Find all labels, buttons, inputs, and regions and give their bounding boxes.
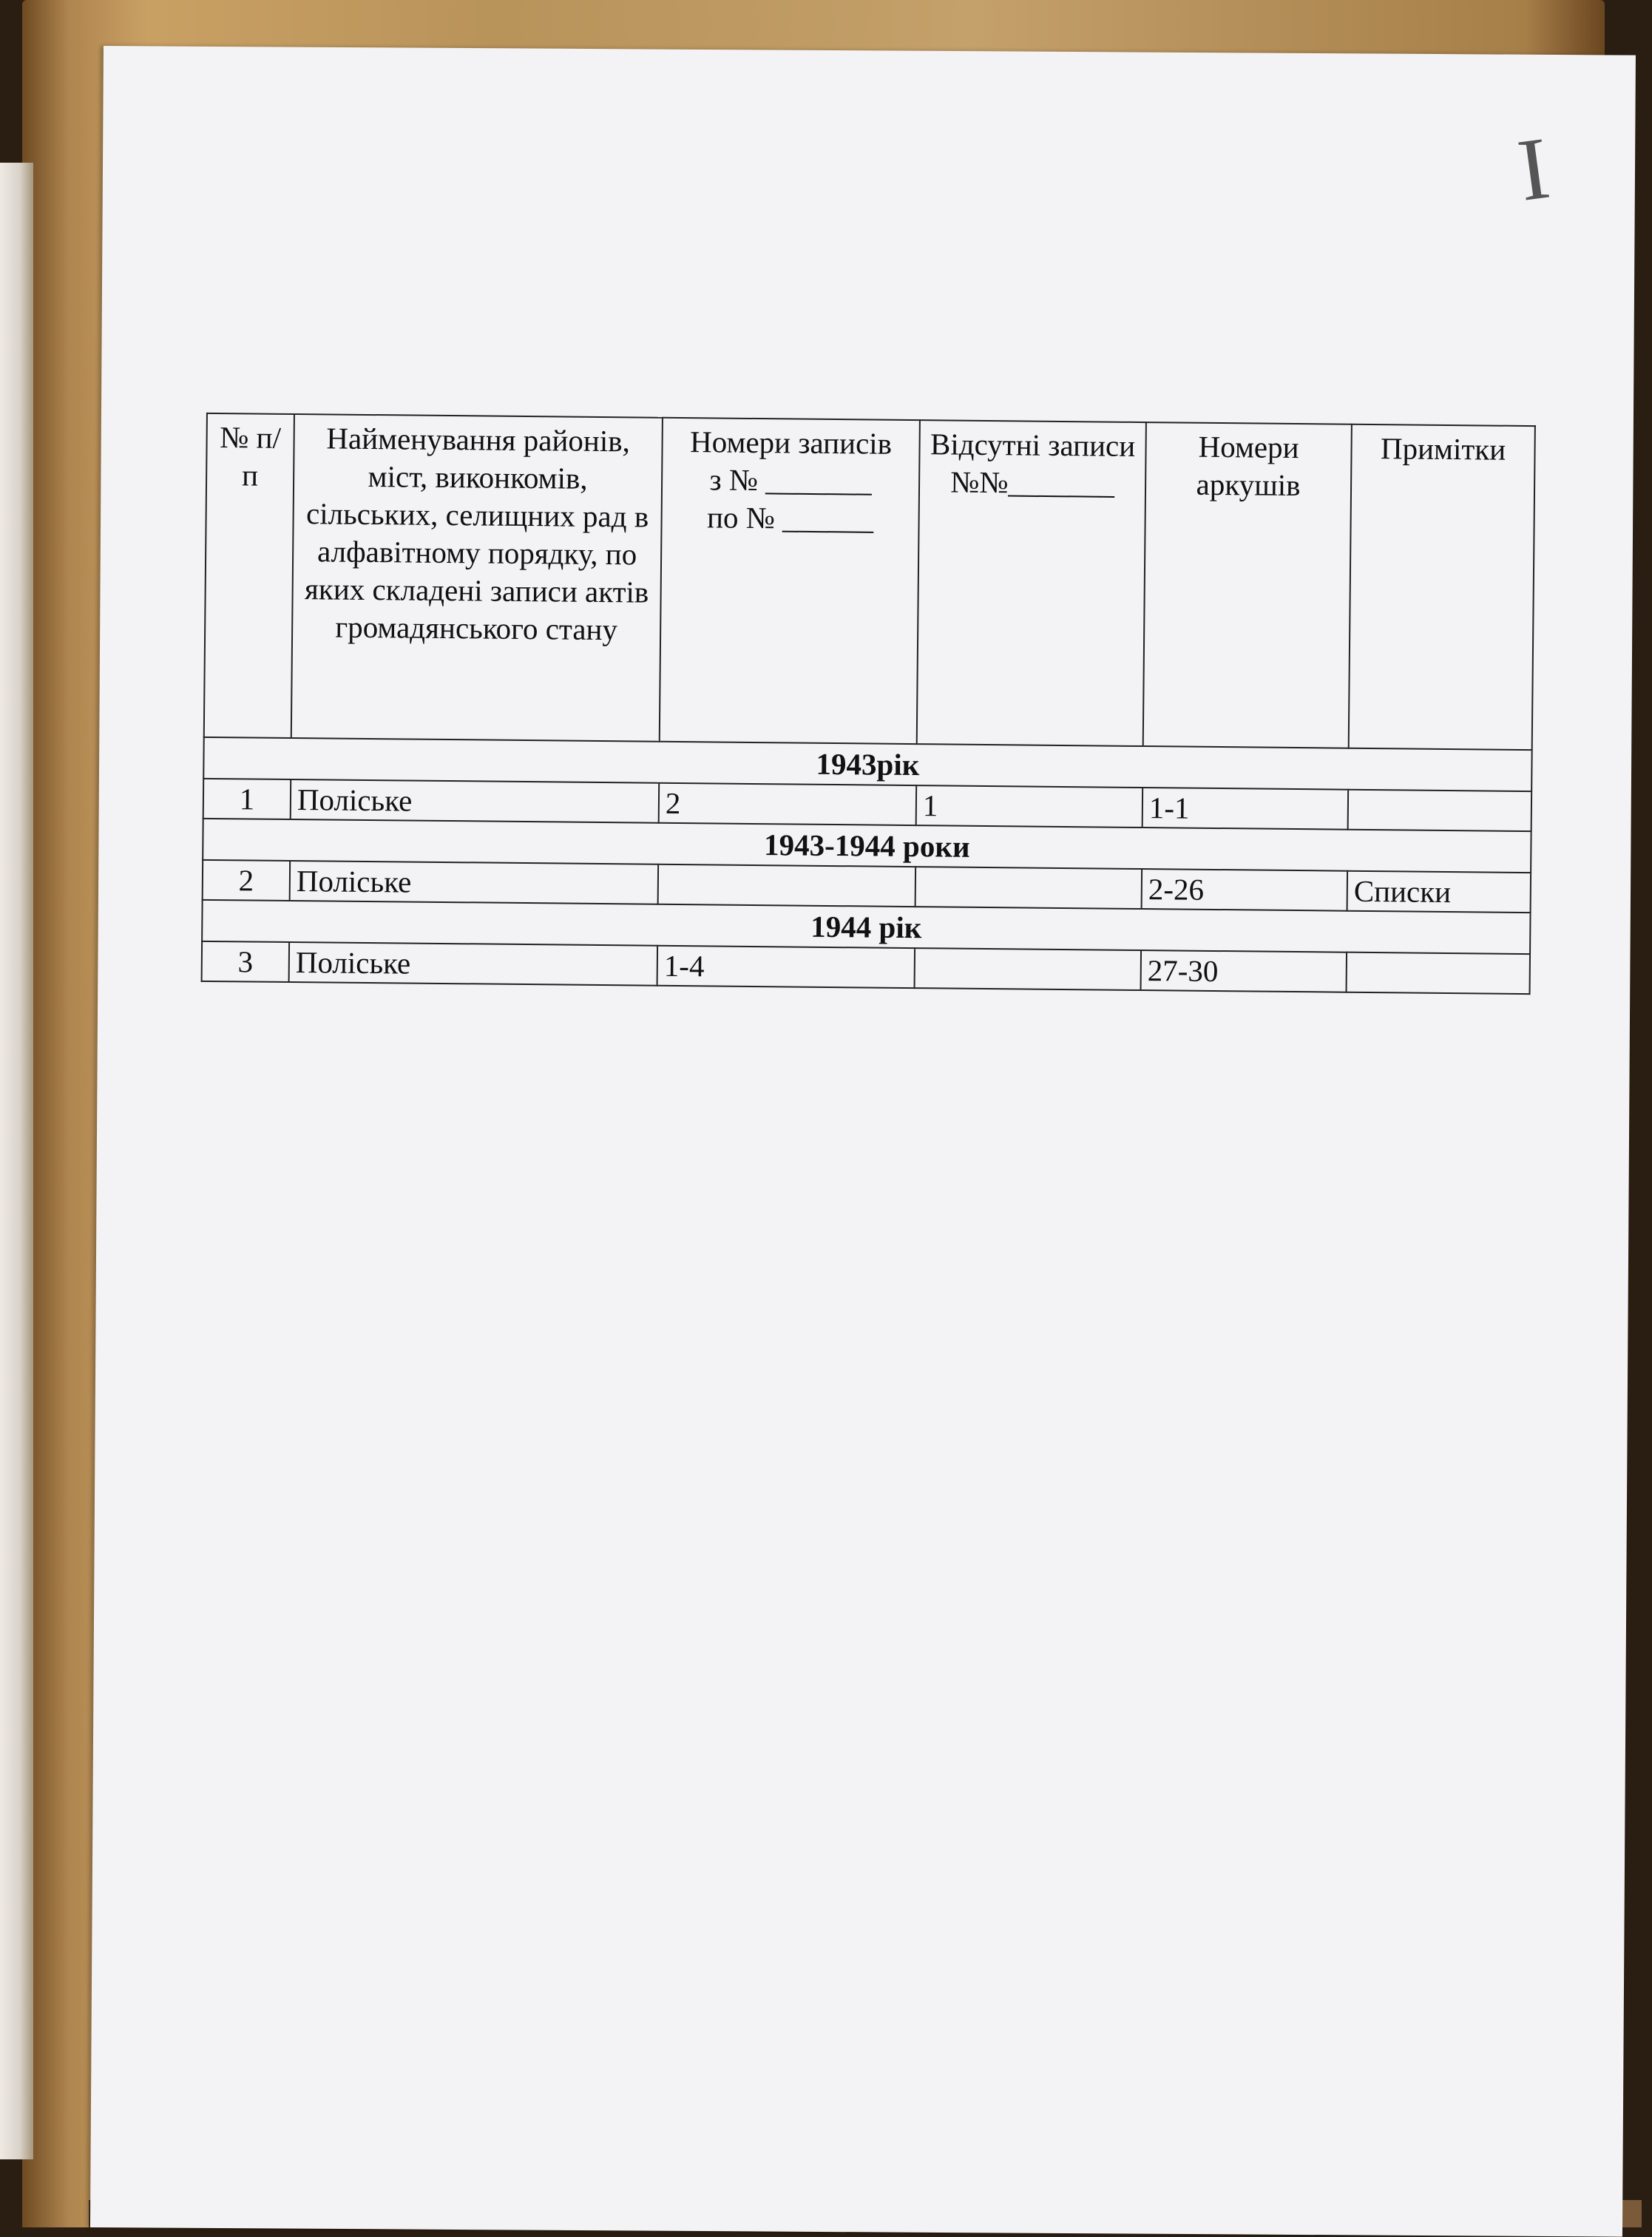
records-table — [201, 413, 1536, 995]
folder-edge — [0, 163, 33, 2159]
header-missing-numbers: №№_______ — [950, 464, 1115, 501]
header-record-numbers-from: з № _______ — [709, 462, 873, 498]
cell-records: 1-4 — [657, 946, 915, 988]
cell-sheets: 27-30 — [1141, 950, 1347, 992]
cell-missing — [915, 948, 1142, 990]
document-sheet — [90, 46, 1636, 2237]
header-name: Найменування районів, міст, виконкомів, сільських, селищних рад в алфавітному порядку, по яких складені записи актів громадянського стану — [291, 414, 663, 742]
year-label: 1943-1944 роки — [203, 819, 1531, 873]
cell-index: 2 — [203, 860, 291, 901]
cell-missing — [915, 867, 1142, 909]
header-record-numbers-to: по № ______ — [706, 500, 874, 536]
table-header-row — [204, 413, 1535, 750]
header-record-numbers-title: Номери записів — [689, 424, 893, 461]
header-record-numbers — [660, 418, 920, 744]
cell-notes — [1348, 790, 1532, 831]
cell-records — [658, 864, 916, 907]
cell-notes: Списки — [1347, 871, 1531, 913]
cell-name: Поліське — [289, 942, 657, 986]
cell-index: 3 — [202, 941, 290, 982]
cell-sheets: 2-26 — [1142, 869, 1348, 911]
header-notes: Примітки — [1349, 424, 1535, 750]
header-index: № п/п — [204, 413, 294, 738]
cell-sheets: 1-1 — [1142, 788, 1349, 830]
cell-records: 2 — [659, 783, 917, 825]
year-label: 1943рік — [203, 737, 1531, 791]
cell-index: 1 — [203, 779, 291, 819]
year-label: 1944 рік — [202, 900, 1530, 954]
cell-name: Поліське — [291, 779, 659, 823]
cell-notes — [1347, 952, 1531, 994]
header-missing-records — [917, 420, 1146, 746]
header-sheet-numbers: Номери аркушів — [1143, 422, 1352, 748]
header-missing-title: Відсутні записи — [930, 427, 1136, 463]
cell-missing: 1 — [916, 785, 1143, 828]
page-number: I — [1512, 118, 1555, 220]
cell-name: Поліське — [290, 861, 658, 904]
